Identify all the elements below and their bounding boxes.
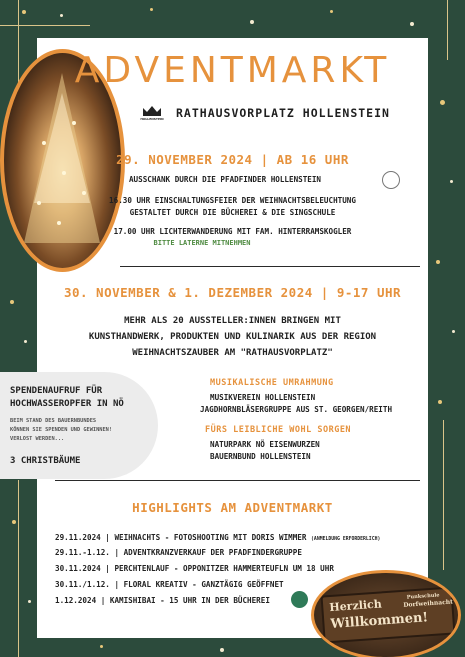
music-line2: JAGDHORNBLÄSERGRUPPE AUS ST. GEORGEN/REITH [200,405,393,414]
highlight-text: WEIHNACHTS - FOTOSHOOTING MIT DORIS WIMMER [114,533,307,542]
list-item: 29.11.2024 | WEIHNACHTS - FOTOSHOOTING MIT DORIS WIMMER (ANMELDUNG ERFORDERLICH) [55,533,381,542]
highlight-text: KAMISHIBAI - 15 UHR IN DER BÜCHEREI [109,596,270,605]
day1-line5: BITTE LATERNE MITNEHMEN [153,239,251,247]
speck [440,100,445,105]
speck [60,14,63,17]
speck [452,330,455,333]
day2-line1: MEHR ALS 20 AUSSTELLER:INNEN BRINGEN MIT [124,316,341,326]
venue-row [140,102,400,124]
speck [150,8,153,11]
speck [10,300,14,304]
callout-line3: BEIM STAND DES BAUERNBUNDES [10,418,97,424]
list-item: 30.11.2024 | PERCHTENLAUF - OPPONITZER HAMMERTEUFLN UM 18 UHR [55,564,334,573]
gold-line [443,420,444,570]
day1-line4: 17.00 UHR LICHTERWANDERUNG MIT FAM. HINTERRAMSKOGLER [113,227,352,236]
highlight-date: 29.11.2024 [55,533,101,542]
speck [28,600,31,603]
scout-logo-icon [382,171,400,189]
logo-text: HOLLENSTEIN [140,117,164,121]
speck [220,648,224,652]
gold-line [447,0,448,60]
callout-line1: SPENDENAUFRUF FÜR [10,386,103,396]
speck [24,340,27,343]
day2-line2: KUNSTHANDWERK, PRODUKTEN UND KULINARIK AUS DER REGION [88,332,377,342]
library-logo-icon [291,591,308,608]
list-item: 1.12.2024 | KAMISHIBAI - 15 UHR IN DER BÜCHEREI [55,596,270,605]
speck [438,400,442,404]
speck [250,20,254,24]
venue-name: RATHAUSVORPLATZ HOLLENSTEIN [176,106,390,120]
donation-callout [0,372,158,479]
sign-line1: Herzlich [328,597,383,615]
sign-line4: Dorfweihnacht [403,598,454,609]
wooden-board [320,586,455,643]
callout-line2: HOCHWASSEROPFER IN NÖ [10,399,124,409]
highlight-text: PERCHTENLAUF - OPPONITZER HAMMERTEUFLN UM 18 UHR [114,564,334,573]
day1-heading: 29. NOVEMBER 2024 | AB 16 UHR [116,152,349,167]
crown-logo-icon [142,105,162,117]
food-line1: NATURPARK NÖ EISENWURZEN [210,440,320,449]
divider [55,480,420,481]
speck [450,180,453,183]
day2-heading: 30. NOVEMBER & 1. DEZEMBER 2024 | 9-17 UHR [63,285,402,300]
music-heading: MUSIKALISCHE UMRAHMUNG [210,378,334,388]
food-line2: BAUERNBUND HOLLENSTEIN [210,452,311,461]
speck [22,10,26,14]
day2-line3: WEIHNACHTSZAUBER AM "RATHAUSVORPLATZ" [132,348,333,358]
hollenstein-logo [140,103,164,123]
gold-line [18,480,19,657]
highlight-date: 1.12.2024 [55,596,97,605]
sign-line3: Punkschule [406,592,440,601]
list-item: 29.11.-1.12. | ADVENTKRANZVERKAUF DER PFADFINDERGRUPPE [55,548,302,557]
day1-line2: 16.30 UHR EINSCHALTUNGSFEIER DER WEIHNACHTSBELEUCHTUNG [109,196,356,205]
callout-line5: VERLOST WERDEN... [10,436,65,442]
food-heading: FÜRS LEIBLICHE WOHL SORGEN [205,425,352,435]
highlight-date: 30.11./1.12. [55,580,110,589]
speck [330,10,333,13]
list-item: 30.11./1.12. | FLORAL KREATIV - GANZTÄGIG GEÖFFNET [55,580,284,589]
page-title: ADVENTMARKT [74,50,391,91]
day1-line3: GESTALTET DURCH DIE BÜCHEREI & DIE SINGSCHULE [129,208,336,217]
welcome-sign-photo [311,570,461,657]
divider [120,266,420,267]
highlight-date: 29.11.-1.12. [55,548,110,557]
highlight-note: (ANMELDUNG ERFORDERLICH) [311,537,381,542]
speck [436,260,440,264]
callout-line6: 3 CHRISTBÄUME [10,456,81,466]
music-line1: MUSIKVEREIN HOLLENSTEIN [210,393,316,402]
highlights-heading: HIGHLIGHTS AM ADVENTMARKT [132,500,333,515]
highlight-text: FLORAL KREATIV - GANZTÄGIG GEÖFFNET [123,580,284,589]
highlight-date: 30.11.2024 [55,564,101,573]
speck [100,645,103,648]
gold-line [0,25,90,26]
speck [12,520,16,524]
speck [410,22,414,26]
callout-line4: KÖNNEN SIE SPENDEN UND GEWINNEN! [10,427,113,433]
sign-line2: Willkommen! [330,610,429,633]
highlight-text: ADVENTKRANZVERKAUF DER PFADFINDERGRUPPE [123,548,302,557]
day1-line1: AUSSCHANK DURCH DIE PFADFINDER HOLLENSTEIN [128,175,322,184]
